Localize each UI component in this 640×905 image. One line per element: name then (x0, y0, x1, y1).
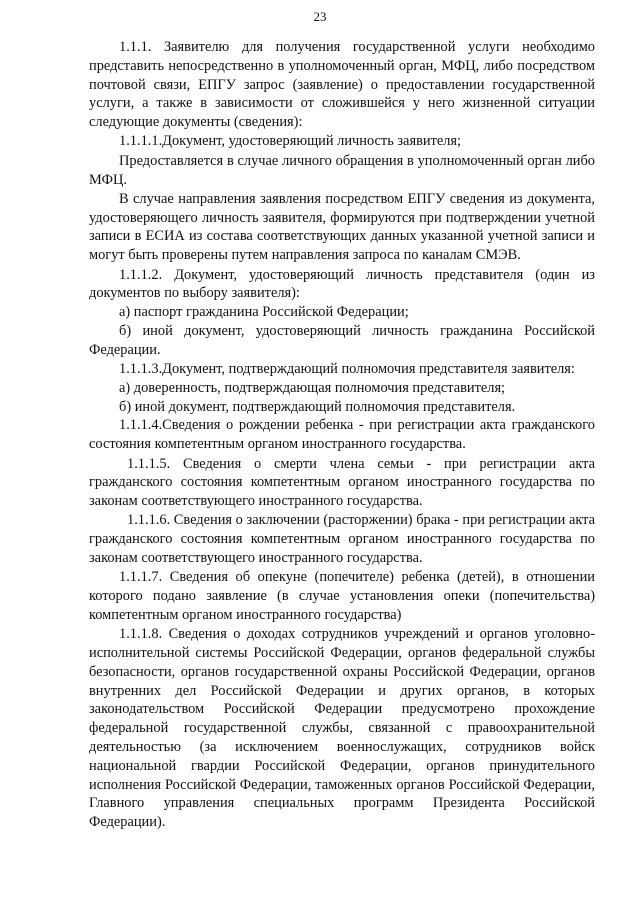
paragraph-1-1-1-4: 1.1.1.4.Сведения о рождении ребенка - при регистрации акта гражданского состояния компетентным органом иностранного государства. (89, 417, 595, 453)
paragraph-1-1-1: 1.1.1. Заявителю для получения государственной услуги необходимо представить непосредственно в уполномоченный орган, МФЦ, либо посредством почтовой связи, ЕПГУ запрос (заявление) о предоставлении государственной услуги, а также в зависимости от сложившейся у него жизненной ситуации следующие документы (сведения): (89, 39, 595, 131)
paragraph-epgu-esia: В случае направления заявления посредством ЕПГУ сведения из документа, удостоверяющего личность заявителя, формируются при подтверждении учетной записи в ЕСИА из состава соответствующих данных указанной учетной записи и могут быть проверены путем направления запроса по каналам СМЭВ. (89, 190, 595, 264)
paragraph-1-1-1-7: 1.1.1.7. Сведения об опекуне (попечителе) ребенка (детей), в отношении которого подано заявление (в случае установления опеки (попечительства) компетентным органом иностранного государства) (89, 569, 595, 623)
document-body (89, 38, 595, 832)
page-number: 23 (313, 9, 327, 24)
paragraph-1-1-1-5: 1.1.1.5. Сведения о смерти члена семьи - при регистрации акта гражданского состояния компетентным органом иностранного государства по законам соответствующего иностранного государства. (89, 455, 595, 510)
paragraph-personal-visit: Предоставляется в случае личного обращения в уполномоченный орган либо МФЦ. (89, 152, 595, 188)
list-item-passport: а) паспорт гражданина Российской Федерации; (119, 304, 409, 321)
paragraph-1-1-1-8: 1.1.1.8. Сведения о доходах сотрудников учреждений и органов уголовно-исполнительной системы Российской Федерации, органов федеральной службы безопасности, органов государственной охраны Российской Федерации, органов внутренних дел Российской Федерации и других органов, в которых законодательством Российской Федерации предусмотрено прохождение федеральной государственной службы, связанной с правоохранительной деятельностью (за исключением военнослужащих, сотрудников войск национальной гвардии Российской Федерации, органов принудительного исполнения Российской Федерации, таможенных органов Российской Федерации, Главного управления специальных программ Президента Российской Федерации). (89, 626, 595, 831)
list-item-other-id-document: б) иной документ, удостоверяющий личность гражданина Российской Федерации. (89, 322, 595, 358)
list-item-other-authority-document: б) иной документ, подтверждающий полномочия представителя. (119, 398, 516, 415)
paragraph-1-1-1-1: 1.1.1.1.Документ, удостоверяющий личность заявителя; (119, 133, 462, 150)
list-item-power-of-attorney: а) доверенность, подтверждающая полномочия представителя; (119, 379, 506, 396)
paragraph-1-1-1-6: 1.1.1.6. Сведения о заключении (расторжении) брака - при регистрации акта гражданского состояния компетентным органом иностранного государства по законам соответствующего иностранного государства. (89, 512, 595, 567)
paragraph-1-1-1-3: 1.1.1.3.Документ, подтверждающий полномочия представителя заявителя: (119, 361, 575, 378)
paragraph-1-1-1-2: 1.1.1.2. Документ, удостоверяющий личность представителя (один из документов по выбору заявителя): (89, 266, 595, 302)
